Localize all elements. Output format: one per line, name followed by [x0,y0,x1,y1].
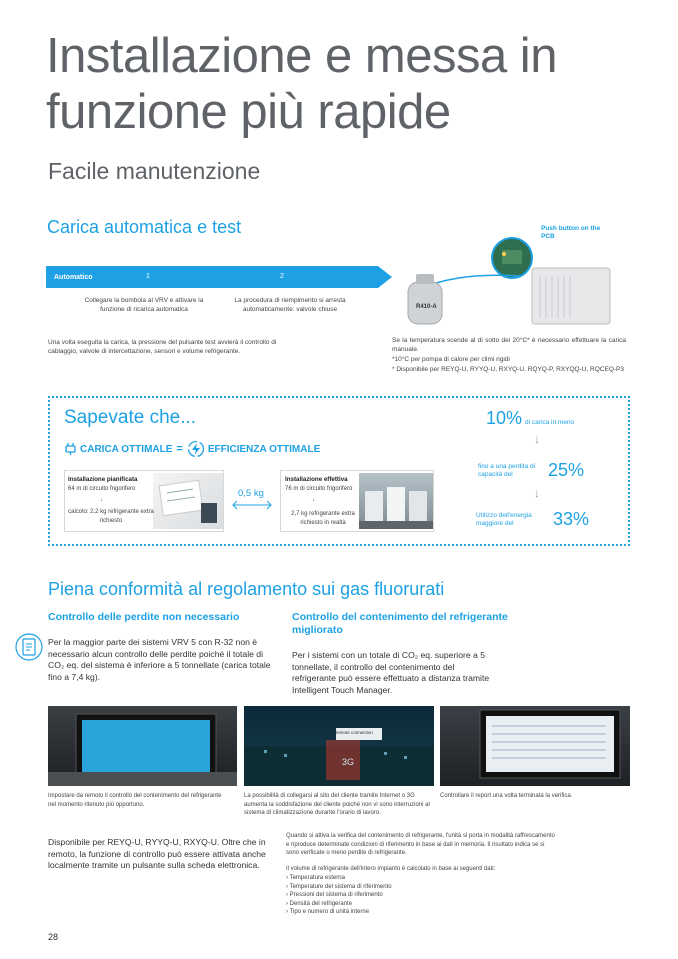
stat1-text: di carica in meno [525,419,575,426]
col2-heading: Controllo del contenimento del refrigerante migliorato [292,611,508,636]
card1-line: 64 m di circuito frigorifero [68,486,136,492]
stat3-text: Utilizzo dell'energia maggiore del [476,512,532,527]
gas-heading: Piena conformità al regolamento sui gas fluorurati [48,579,445,599]
formula-row [64,440,320,458]
col1-text: Per la maggior parte dei sistemi VRV 5 con R-32 non è necessario alcun controllo delle perdite poiché il totale di CO₂ eq. del sistema è inferiore a 5 tonnellate (carica totale fino a 7,4 kg). [48,637,271,682]
carica-right-paragraph: Se la temperatura scende al di sotto dei 20°C* è necessario effettuare la carica manuale. [392,337,626,353]
bottom-left-text: Disponibile per REYQ-U, RYYQ-U, RXYQ-U. Oltre che in remoto, la funzione di controllo può essere attivata anche localmente tramite un pulsante sulla scheda elettronica. [48,837,266,870]
formula-right: EFFICIENZA OTTIMALE [207,443,321,455]
stat-arrow-1: ↓ [534,432,540,446]
card2-line: 76 m di circuito frigorifero [285,486,353,492]
card1-calc: calcolo: 2,2 kg refrigerante extra richiesto [68,509,154,524]
formula-equals: = [176,443,183,455]
page-subtitle: Facile manutenzione [48,158,261,184]
card2-calc: 2,7 kg refrigerante extra richiesto in realtà [291,511,355,526]
caption-2: La possibilità di collegarsi al sito del cliente tramite Internet o 3G aumenta la soddisfazione del cliente poiché non vi sono interruzioni al sistema di climatizzazione durante l'orario di lavoro. [244,793,430,816]
energy-bolt-icon [187,440,205,458]
bottom-right-paragraph: Quando si attiva la verifica del contenimento di refrigerante, l'unità si porta in modalità raffrescamento e riproduce determinate condizioni di riferimento in base ai dati in memoria. Il risultato indica se si sono verificate o meno perdite di refrigerante. [286,833,555,856]
bullet-item: › Temperatura esterna [286,874,486,883]
page-number: 28 [48,932,59,942]
automatic-arrow-band [46,266,392,288]
card2-title: Installazione effettiva [285,476,348,483]
bullet-item: › Pressioni del sistema di riferimento [286,891,486,900]
step1-number: 1 [146,273,150,280]
bottom-right-intro: Il volume di refrigerante dell'intero impianto è calcolato in base ai seguenti dati: [286,866,496,872]
card1-title: Installazione pianificata [68,476,138,483]
step1-text: Collegare la bombola al VRV e attivare la funzione di ricarica automatica [84,297,204,313]
stat2-text: fino a una perdita di capacità del [478,463,536,478]
photo-laptop-remote [48,706,237,786]
carica-note-2: * Disponibile per REYQ-U, RYYQ-U, RXYQ-U, RQYQ-P, RXYQQ-U, RQCEQ-P3 [392,366,625,373]
checklist-icon [14,632,44,662]
plug-icon [64,442,77,456]
stat1 [486,408,626,429]
bullet-item: › Densità del refrigerante [286,900,486,909]
bottom-bullet-list [286,874,486,917]
page-title: Installazione e messa in funzione più rapide [46,29,557,139]
carica-note-1: *10°C per pompa di calore per climi rigidi [392,356,510,363]
caption-3: Controllare il report una volta terminata la verifica. [440,793,573,799]
card1-chevron: ↓ [100,497,103,503]
push-button-label: Push button on the PCB [541,225,601,240]
difference-label: 0,5 kg [238,488,264,499]
photo2-label: 3G [342,757,355,767]
step2-number: 2 [280,273,284,280]
card2-chevron: ↓ [312,497,315,503]
outdoor-unit-illustration [400,226,620,326]
carica-left-paragraph: Una volta eseguita la carica, la pressione del pulsante test avvierà il controllo di cablaggio, valvole di intercettazione, sensori e volume refrigerante. [48,339,277,355]
cylinder-label: R410-A [416,304,437,310]
bullet-item: › Tipo e numero di unità interne [286,908,486,917]
bullet-item: › Temperature del sistema di riferimento [286,883,486,892]
col2-text: Per i sistemi con un totale di CO₂ eq. superiore a 5 tonnellate, il controllo del contenimento del refrigerante può essere effettuato a distanza tramite Intelligent Touch Manager. [292,650,490,695]
rooftop-photo [359,473,433,529]
stat3-value: 33% [553,509,590,529]
stat2-value: 25% [548,460,585,480]
col1-heading: Controllo delle perdite non necessario [48,611,240,623]
photo2-popup: Remote connection [334,730,373,735]
caption-1: Impostare da remoto il controllo del contenimento del refrigerante nel momento ritenuto più opportuno. [48,793,222,808]
step2-text: La procedura di riempimento si arresta automaticamente: valvole chiuse [234,297,346,313]
band-label: Automatico [54,274,93,281]
stat1-value: 10% [486,408,523,428]
photo-3g-building [244,706,434,786]
photo-report-laptop [440,706,630,786]
stat-arrow-2: ↓ [534,486,540,500]
formula-left: CARICA OTTIMALE [80,443,173,455]
double-arrow-icon [230,500,274,510]
carica-heading: Carica automatica e test [47,217,242,237]
plan-photo [153,473,223,529]
sapevate-title: Sapevate che... [64,407,197,428]
